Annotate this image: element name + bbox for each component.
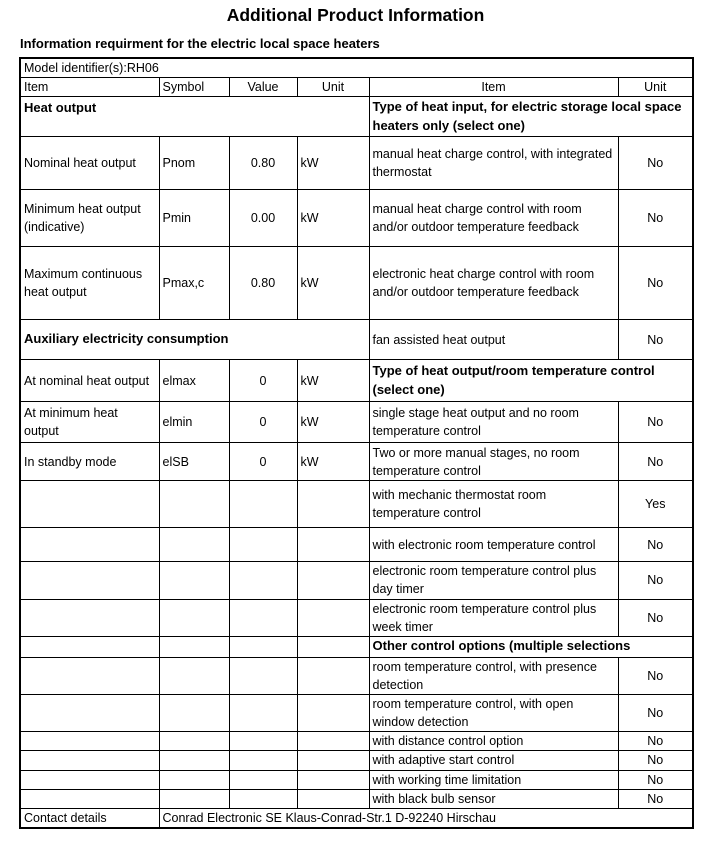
table-cell (20, 732, 159, 751)
column-header-symbol: Symbol (159, 78, 229, 97)
table-cell: single stage heat output and no room temperature control (369, 402, 618, 443)
table-cell (297, 636, 369, 657)
table-body (20, 58, 693, 828)
table-cell (297, 481, 369, 528)
section-heading: Information requirment for the electric local space heaters (20, 36, 380, 51)
table-cell: with electronic room temperature control (369, 528, 618, 562)
table-cell: fan assisted heat output (369, 320, 618, 360)
table-cell (297, 751, 369, 770)
table-cell: Nominal heat output (20, 137, 159, 190)
table-cell: 0.00 (229, 190, 297, 247)
table-row (20, 636, 693, 657)
table-row (20, 599, 693, 636)
table-row (20, 402, 693, 443)
table-cell: with black bulb sensor (369, 789, 618, 808)
table-cell (159, 481, 229, 528)
table-cell (159, 562, 229, 599)
column-header-item-right: Item (369, 78, 618, 97)
table-cell: No (618, 190, 693, 247)
table-cell (297, 732, 369, 751)
table-cell: room temperature control, with presence detection (369, 657, 618, 694)
table-cell: In standby mode (20, 443, 159, 481)
table-cell (20, 657, 159, 694)
table-cell (297, 528, 369, 562)
section-heat-input-type: Type of heat input, for electric storage local space heaters only (select one) (369, 97, 693, 137)
table-cell: manual heat charge control, with integrated thermostat (369, 137, 618, 190)
table-cell (20, 695, 159, 732)
table-cell: room temperature control, with open window detection (369, 695, 618, 732)
table-cell: elmax (159, 360, 229, 402)
table-cell: elmin (159, 402, 229, 443)
table-row (20, 443, 693, 481)
table-cell: 0 (229, 443, 297, 481)
model-identifier: Model identifier(s):RH06 (20, 58, 693, 78)
table-row (20, 78, 693, 97)
table-cell: 0 (229, 360, 297, 402)
table-cell: Pmin (159, 190, 229, 247)
table-cell: kW (297, 402, 369, 443)
table-cell (229, 789, 297, 808)
table-cell (229, 732, 297, 751)
table-row (20, 657, 693, 694)
table-cell: with working time limitation (369, 770, 618, 789)
product-info-table (19, 57, 694, 829)
table-cell: kW (297, 190, 369, 247)
table-cell (20, 528, 159, 562)
table-row (20, 190, 693, 247)
table-row (20, 695, 693, 732)
table-cell: 0.80 (229, 137, 297, 190)
table-cell (297, 770, 369, 789)
table-cell: with distance control option (369, 732, 618, 751)
column-header-item: Item (20, 78, 159, 97)
table-cell (20, 562, 159, 599)
table-cell: electronic heat charge control with room and/or outdoor temperature feedback (369, 247, 618, 320)
table-cell: At minimum heat output (20, 402, 159, 443)
table-row (20, 789, 693, 808)
table-cell (20, 636, 159, 657)
table-cell: Minimum heat output (indicative) (20, 190, 159, 247)
table-cell: No (618, 562, 693, 599)
section-other-control-options: Other control options (multiple selections (369, 636, 693, 657)
table-cell: No (618, 770, 693, 789)
table-cell: No (618, 789, 693, 808)
table-cell: elSB (159, 443, 229, 481)
table-cell: No (618, 657, 693, 694)
table-cell (159, 528, 229, 562)
section-heat-output: Heat output (20, 97, 369, 137)
table-cell (20, 599, 159, 636)
table-row (20, 562, 693, 599)
column-header-unit-right: Unit (618, 78, 693, 97)
table-cell (159, 789, 229, 808)
table-cell: kW (297, 247, 369, 320)
table-cell (297, 562, 369, 599)
table-row (20, 247, 693, 320)
table-cell: No (618, 751, 693, 770)
table-cell (159, 751, 229, 770)
table-cell (159, 695, 229, 732)
table-row (20, 770, 693, 789)
table-cell (297, 599, 369, 636)
table-cell (229, 562, 297, 599)
table-row (20, 528, 693, 562)
table-cell (297, 657, 369, 694)
table-cell: Yes (618, 481, 693, 528)
table-row (20, 137, 693, 190)
table-cell: electronic room temperature control plus week timer (369, 599, 618, 636)
table-cell: Pnom (159, 137, 229, 190)
table-cell (159, 599, 229, 636)
table-cell (229, 481, 297, 528)
table-cell: No (618, 732, 693, 751)
table-cell: kW (297, 443, 369, 481)
table-cell: 0.80 (229, 247, 297, 320)
table-row (20, 58, 693, 78)
table-cell: with adaptive start control (369, 751, 618, 770)
table-row (20, 732, 693, 751)
table-cell (159, 657, 229, 694)
table-cell (20, 481, 159, 528)
table-cell: No (618, 320, 693, 360)
table-cell (20, 751, 159, 770)
table-cell: No (618, 137, 693, 190)
table-cell: No (618, 695, 693, 732)
column-header-unit: Unit (297, 78, 369, 97)
table-cell: No (618, 528, 693, 562)
contact-details-label: Contact details (20, 808, 159, 828)
table-cell (159, 732, 229, 751)
table-cell (297, 695, 369, 732)
table-row (20, 320, 693, 360)
table-cell: kW (297, 360, 369, 402)
table-row (20, 481, 693, 528)
section-auxiliary-electricity: Auxiliary electricity consumption (20, 320, 369, 360)
table-cell (159, 636, 229, 657)
table-cell (229, 636, 297, 657)
table-row (20, 97, 693, 137)
column-header-value: Value (229, 78, 297, 97)
table-cell: manual heat charge control with room and/or outdoor temperature feedback (369, 190, 618, 247)
table-cell (229, 599, 297, 636)
table-cell: Two or more manual stages, no room temperature control (369, 443, 618, 481)
table-row (20, 751, 693, 770)
table-cell: kW (297, 137, 369, 190)
table-cell (229, 695, 297, 732)
table-cell (229, 751, 297, 770)
table-row (20, 808, 693, 828)
table-cell: No (618, 443, 693, 481)
table-cell (229, 770, 297, 789)
table-row (20, 360, 693, 402)
table-cell (20, 789, 159, 808)
table-cell: Pmax,c (159, 247, 229, 320)
table-cell (20, 770, 159, 789)
table-cell (229, 657, 297, 694)
page-title: Additional Product Information (226, 5, 485, 25)
table-cell (297, 789, 369, 808)
table-cell: Maximum continuous heat output (20, 247, 159, 320)
table-cell: with mechanic thermostat room temperature control (369, 481, 618, 528)
table-cell: No (618, 402, 693, 443)
table-cell: No (618, 599, 693, 636)
table-cell: 0 (229, 402, 297, 443)
table-cell (229, 528, 297, 562)
contact-details-value: Conrad Electronic SE Klaus-Conrad-Str.1 D-92240 Hirschau (159, 808, 693, 828)
table-cell: No (618, 247, 693, 320)
table-cell: electronic room temperature control plus day timer (369, 562, 618, 599)
table-cell (159, 770, 229, 789)
table-cell: At nominal heat output (20, 360, 159, 402)
section-heat-output-control: Type of heat output/room temperature control (select one) (369, 360, 693, 402)
